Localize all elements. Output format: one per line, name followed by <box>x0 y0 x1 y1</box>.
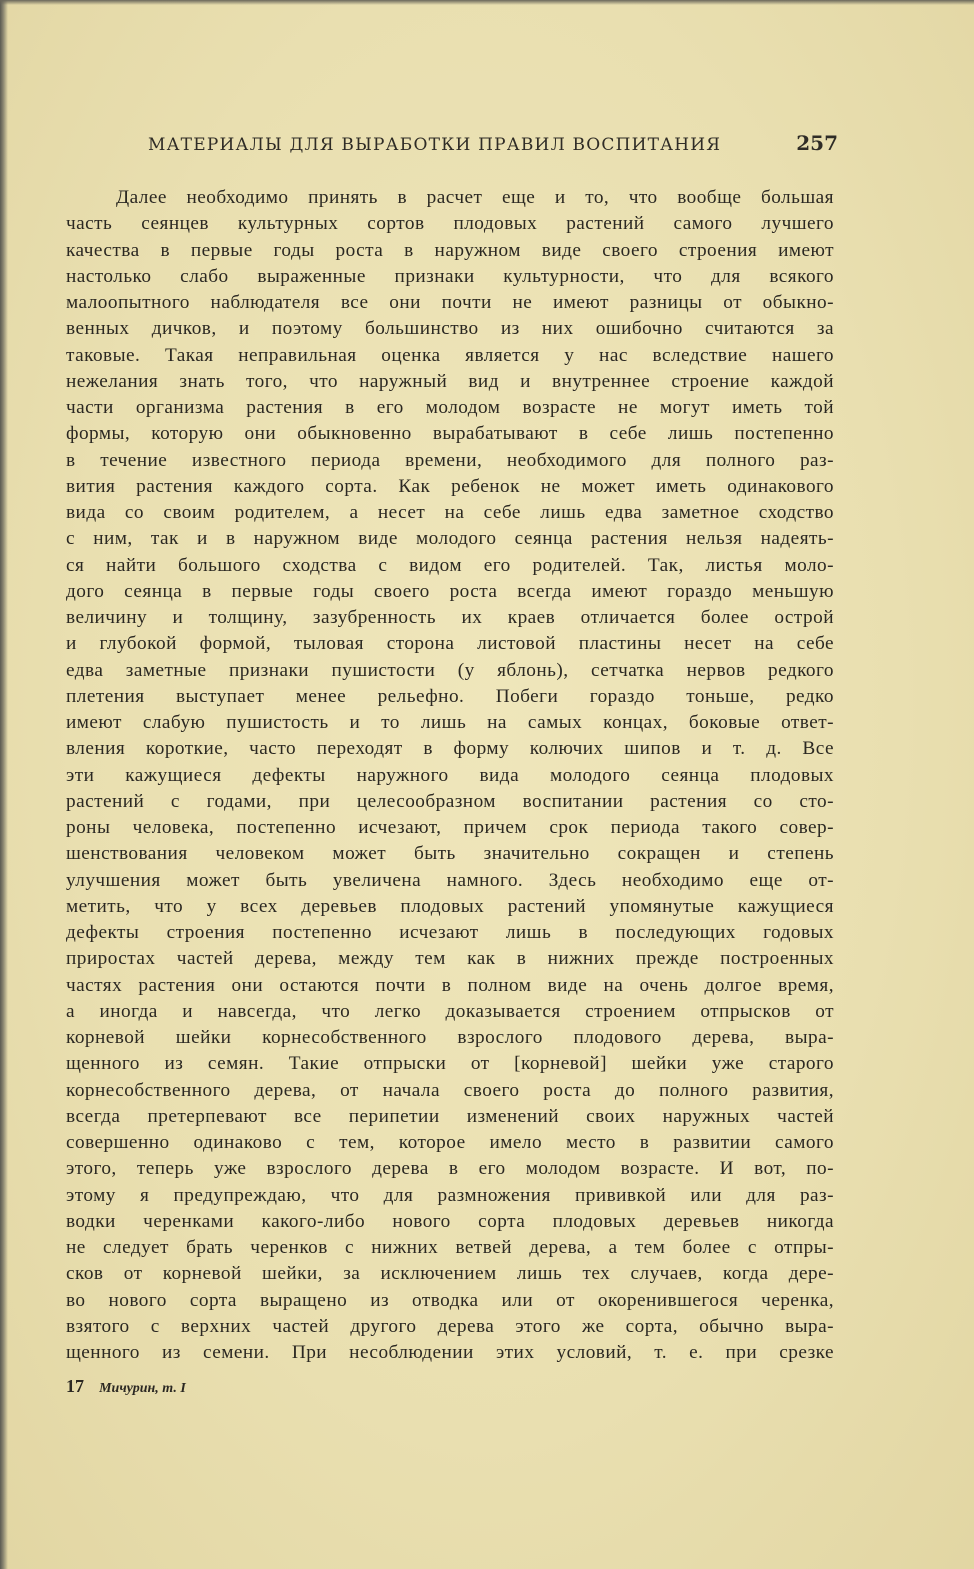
running-title: МАТЕРИАЛЫ ДЛЯ ВЫРАБОТКИ ПРАВИЛ ВОСПИТАНИЯ <box>148 135 722 155</box>
text-line: шенствования человеком может быть значительно сокращен и степень <box>66 843 834 865</box>
text-line: ся найти большого сходства с видом его родителей. Так, листья моло- <box>66 554 834 576</box>
text-line: растений с годами, при целесообразном воспитании растения со сто- <box>66 790 834 812</box>
text-line: приростах частей дерева, между тем как в нижних прежде построенных <box>66 948 834 970</box>
text-line: не следует брать черенков с нижних ветвей дерева, а тем более с отпры- <box>66 1237 834 1258</box>
text-line: качества в первые годы роста в наружном виде своего строения имеют <box>66 239 834 261</box>
page-footer <box>66 1376 186 1397</box>
text-line: настолько слабо выраженные признаки культурности, что для всякого <box>66 265 834 287</box>
text-line: части организма растения в его молодом возрасте не могут иметь той <box>66 397 834 418</box>
scan-edge-left <box>0 0 8 1569</box>
text-line: и глубокой формой, тыловая сторона листовой пластины несет на себе <box>66 633 834 655</box>
text-line: улучшения может быть увеличена намного. Здесь необходимо еще от- <box>66 869 834 891</box>
text-line: корневой шейки корнесобственного взрослого плодового дерева, выра- <box>66 1027 834 1048</box>
text-line: щенного из семян. Такие отпрыски от [корневой] шейки уже старого <box>66 1053 834 1075</box>
text-line: Далее необходимо принять в расчет еще и то, что вообще большая <box>116 187 834 208</box>
scan-edge-top <box>0 0 974 5</box>
text-line: всегда претерпевают все перипетии изменений своих наружных частей <box>66 1105 834 1127</box>
text-line: часть сеянцев культурных сортов плодовых растений самого лучшего <box>66 213 834 235</box>
text-line: вления короткие, часто переходят в форму колючих шипов и т. д. Все <box>66 738 834 760</box>
text-line: едва заметные признаки пушистости (у яблонь), сетчатка нервов редкого <box>66 659 834 681</box>
text-line: плетения выступает менее рельефно. Побеги гораздо тоньше, редко <box>66 685 834 707</box>
text-line: этого, теперь уже взрослого дерева в его молодом возрасте. И вот, по- <box>66 1158 834 1180</box>
page-number: 257 <box>796 131 838 155</box>
text-line: водки черенками какого-либо нового сорта плодовых деревьев никогда <box>66 1210 834 1232</box>
text-line: корнесобственного дерева, от начала своего роста до полного развития, <box>66 1079 834 1101</box>
text-line: малоопытного наблюдателя все они почти не имеют разницы от обыкно- <box>66 292 834 313</box>
text-line: имеют слабую пушистость и то лишь на самых концах, боковые ответ- <box>66 712 834 733</box>
text-line: а иногда и навсегда, что легко доказывается строением отпрысков от <box>66 1000 834 1022</box>
text-line: роны человека, постепенно исчезают, причем срок периода такого совер- <box>66 817 834 838</box>
text-line: с ним, так и в наружном виде молодого сеянца растения нельзя надеять- <box>66 528 834 550</box>
text-line: величину и толщину, зазубренность их краев отличается более острой <box>66 607 834 628</box>
text-line: в течение известного периода времени, необходимого для полного раз- <box>66 449 834 471</box>
text-line: эти кажущиеся дефекты наружного вида молодого сеянца плодовых <box>66 764 834 786</box>
body-text <box>66 185 834 1366</box>
text-line: щенного из семени. При несоблюдении этих условий, т. е. при срезке <box>66 1342 834 1363</box>
text-line: нежелания знать того, что наружный вид и внутреннее строение каждой <box>66 370 834 392</box>
text-line: венных дичков, и поэтому большинство из них ошибочно считаются за <box>66 318 834 340</box>
signature-label: Мичурин, т. I <box>99 1381 186 1396</box>
text-line: частях растения они остаются почти в полном виде на очень долгое время, <box>66 974 834 996</box>
text-line: этому я предупреждаю, что для размножения прививкой или для раз- <box>66 1184 834 1206</box>
page-header <box>148 131 838 163</box>
text-line: вития растения каждого сорта. Как ребенок не может иметь одинакового <box>66 475 834 497</box>
text-line: дефекты строения постепенно исчезают лишь в последующих годовых <box>66 922 834 943</box>
text-line: взятого с верхних частей другого дерева этого же сорта, обычно выра- <box>66 1315 834 1337</box>
text-line: таковые. Такая неправильная оценка является у нас вследствие нашего <box>66 344 834 366</box>
text-line: сков от корневой шейки, за исключением лишь тех случаев, когда дере- <box>66 1263 834 1285</box>
text-line: метить, что у всех деревьев плодовых растений упомянутые кажущиеся <box>66 895 834 917</box>
text-line: вида со своим родителем, а несет на себе лишь едва заметное сходство <box>66 502 834 523</box>
text-line: во нового сорта выращено из отводка или от окоренившегося черенка, <box>66 1289 834 1311</box>
signature-number: 17 <box>66 1376 84 1396</box>
text-line: совершенно одинаково с тем, которое имело место в развитии самого <box>66 1132 834 1153</box>
text-line: формы, которую они обыкновенно вырабатывают в себе лишь постепенно <box>66 423 834 445</box>
text-line: дого сеянца в первые годы своего роста всегда имеют гораздо меньшую <box>66 580 834 602</box>
